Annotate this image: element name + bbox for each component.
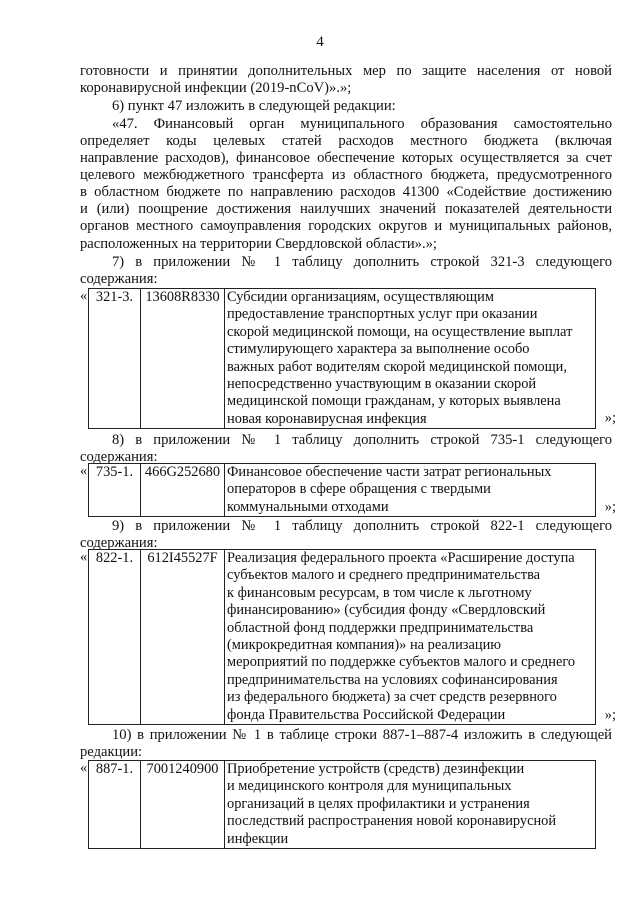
description-line: непосредственно участвующим в оказании скорой: [227, 376, 537, 393]
p47-line-5: в областном бюджете по направлению расходов 41300 «Содействие достижению: [80, 184, 612, 200]
description-line: (микрокредитная компания)» на реализацию: [227, 637, 502, 654]
table-321-3: [88, 288, 596, 429]
row-code: 7001240900: [141, 761, 225, 849]
close-quote: »;: [604, 499, 616, 515]
row-description: [225, 464, 596, 517]
p47-line-7: органов местного самоуправления городских округов и муниципальных районов,: [80, 218, 612, 234]
row-number: 822-1.: [89, 550, 141, 725]
item-7-line-2: содержания:: [80, 271, 158, 287]
description-line: финансированию» (субсидия фонду «Свердловский: [227, 602, 546, 619]
description-line: субъектов малого и среднего предпринимательства: [227, 567, 541, 584]
description-line: фонда Правительства Российской Федерации: [227, 706, 506, 723]
item-6-heading: 6) пункт 47 изложить в следующей редакции:: [112, 98, 396, 114]
description-line: мероприятий по поддержке субъектов малого и среднего: [227, 654, 576, 671]
p47-line-4: целевого межбюджетного трансферта из областного бюджета, предусмотренного: [80, 167, 612, 183]
open-quote: «: [80, 463, 88, 479]
row-number: 321-3.: [89, 289, 141, 429]
item-8-line-1: 8) в приложении № 1 таблицу дополнить строкой 735-1 следующего: [112, 432, 612, 448]
description-line: из федерального бюджета) за счет средств резервного: [227, 689, 557, 706]
item-8-line-2: содержания:: [80, 449, 158, 465]
row-code: 466G252680: [141, 464, 225, 517]
paragraph-intro-line-2: коронавирусной инфекции (2019-nCoV)».»;: [80, 80, 352, 96]
page-number: 4: [316, 34, 324, 50]
table-735-1: [88, 463, 596, 517]
row-description: [225, 550, 596, 725]
table-822-1: [88, 549, 596, 725]
item-7-line-1: 7) в приложении № 1 таблицу дополнить строкой 321-3 следующего: [112, 254, 612, 270]
row-code: 612I45527F: [141, 550, 225, 725]
description-line: организаций в целях профилактики и устранения: [227, 795, 530, 812]
item-9-line-1: 9) в приложении № 1 таблицу дополнить строкой 822-1 следующего: [112, 518, 612, 534]
open-quote: «: [80, 549, 88, 565]
description-line: к финансовым ресурсам, в том числе к льготному: [227, 584, 532, 601]
description-line: новая коронавирусная инфекция: [227, 410, 427, 427]
table-row-887-1: [80, 760, 616, 850]
description-line: Реализация федерального проекта «Расширение доступа: [227, 550, 575, 566]
description-line: Финансовое обеспечение части затрат региональных: [227, 464, 552, 480]
p47-line-6: и (или) поощрение достижения наилучших значений показателей деятельности: [80, 201, 612, 217]
p47-line-3: направление расходов), финансовое обеспечение которых осуществляется за счет: [80, 150, 612, 166]
description-line: медицинской помощи гражданам, у которых выявлена: [227, 393, 561, 410]
description-line: инфекции: [227, 830, 289, 847]
table-row-321-3: [80, 288, 616, 430]
description-line: и медицинского контроля для муниципальных: [227, 778, 512, 795]
table-887-1: [88, 760, 596, 849]
description-line: предоставление транспортных услуг при оказании: [227, 306, 538, 323]
description-line: коммунальными отходами: [227, 498, 389, 515]
p47-line-1: «47. Финансовый орган муниципального образования самостоятельно: [112, 116, 612, 132]
description-line: важных работ водителям скорой медицинской помощи,: [227, 358, 567, 375]
description-line: областной фонд поддержки предпринимательства: [227, 619, 534, 636]
open-quote: «: [80, 760, 88, 776]
p47-line-8: расположенных на территории Свердловской области».»;: [80, 236, 437, 252]
table-row-822-1: [80, 549, 616, 725]
row-description: [225, 289, 596, 429]
row-number: 735-1.: [89, 464, 141, 517]
item-9-line-2: содержания:: [80, 535, 158, 551]
close-quote: »;: [604, 410, 616, 426]
paragraph-intro-line-1: готовности и принятии дополнительных мер по защите населения от новой: [80, 63, 612, 79]
row-number: 887-1.: [89, 761, 141, 849]
description-line: скорой медицинской помощи, на осуществление выплат: [227, 323, 573, 340]
description-line: Приобретение устройств (средств) дезинфекции: [227, 761, 525, 777]
row-description: [225, 761, 596, 849]
item-10-line-1: 10) в приложении № 1 в таблице строки 887-1–887-4 изложить в следующей: [112, 727, 612, 743]
description-line: стимулирующего характера за выполнение особо: [227, 341, 530, 358]
open-quote: «: [80, 288, 88, 304]
description-line: Субсидии организациям, осуществляющим: [227, 289, 494, 305]
p47-line-2: определяет коды целевых статей расходов местного бюджета (включая: [80, 133, 612, 149]
description-line: операторов в сфере обращения с твердыми: [227, 481, 491, 498]
row-code: 13608R8330: [141, 289, 225, 429]
close-quote: »;: [604, 707, 616, 723]
description-line: предпринимательства на условиях софинансирования: [227, 671, 558, 688]
table-row-735-1: [80, 463, 616, 517]
item-10-line-2: редакции:: [80, 744, 143, 760]
description-line: последствий распространения новой коронавирусной: [227, 813, 557, 830]
